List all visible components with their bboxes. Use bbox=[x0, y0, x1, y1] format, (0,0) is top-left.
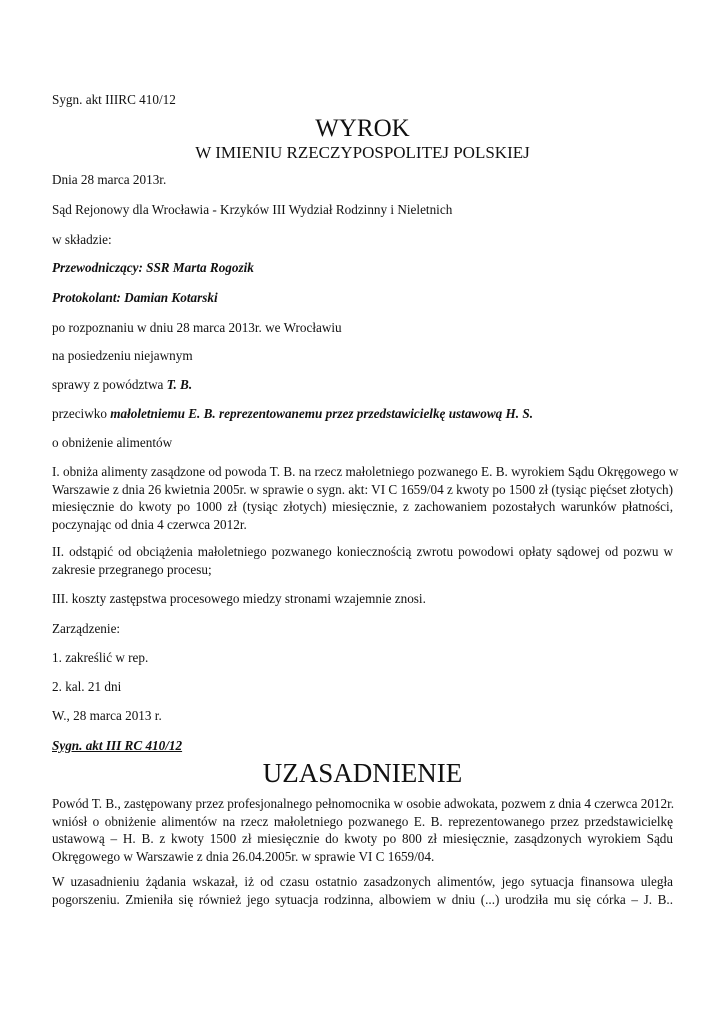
hearing-info: po rozpoznaniu w dniu 28 marca 2013r. we Wrocławiu bbox=[52, 320, 342, 335]
against-line bbox=[52, 405, 533, 423]
order-item-1: 1. zakreślić w rep. bbox=[52, 650, 149, 665]
suit-line bbox=[52, 376, 192, 394]
ruling-point-1-line: miesięcznie do kwoty po 1000 zł (tysiąc złotych) miesięcznie, z zachowaniem pozostałych warunków płatności, bbox=[52, 499, 673, 515]
justification-paragraph-1-line: wniósł o obniżenie alimentów na rzecz małoletniego pozwanego E. B. reprezentowanego przez przedstawicielkę bbox=[52, 813, 673, 829]
justification-paragraph-2-line: pogorszeniu. Zmieniła się również jego sytuacja rodzinna, albowiem w dniu (...) urodziła mu się córka – J. B.. bbox=[52, 891, 673, 907]
justification-case-reference: Sygn. akt III RC 410/12 bbox=[52, 738, 183, 753]
composition-label: w składzie: bbox=[52, 232, 112, 247]
ruling-point-1-line: Warszawie z dnia 26 kwietnia 2005r. w sprawie o sygn. akt: VI C 1659/04 z kwoty po 1500 zł (tysiąc pięćset złotych) bbox=[52, 481, 673, 497]
ruling-point-3: III. koszty zastępstwa procesowego miedzy stronami wzajemnie znosi. bbox=[52, 591, 426, 606]
justification-paragraph-1 bbox=[52, 795, 673, 865]
session-type: na posiedzeniu niejawnym bbox=[52, 348, 193, 363]
place-and-date: W., 28 marca 2013 r. bbox=[52, 708, 162, 723]
plaintiff-name: T. B. bbox=[166, 377, 193, 392]
ruling-point-1 bbox=[52, 463, 679, 533]
judgment-date: Dnia 28 marca 2013r. bbox=[52, 172, 167, 187]
justification-paragraph-2 bbox=[52, 873, 673, 908]
ruling-point-2-line: zakresie przegranego procesu; bbox=[52, 561, 212, 577]
order-heading: Zarządzenie: bbox=[52, 621, 121, 636]
presiding-judge: Przewodniczący: SSR Marta Rogozik bbox=[52, 260, 254, 275]
court-clerk: Protokolant: Damian Kotarski bbox=[52, 290, 218, 305]
justification-paragraph-1-line: ustawową – H. B. z kwoty 1500 zł miesięcznie do kwoty po 800 zł miesięcznie, zasądzonych wyrokiem Sądu bbox=[52, 831, 673, 847]
defendant-name: małoletniemu E. B. reprezentowanemu przez przedstawicielkę ustawową H. S. bbox=[110, 406, 533, 421]
justification-paragraph-1-line: Powód T. B., zastępowany przez profesjonalnego pełnomocnika w osobie adwokata, pozwem z dnia 4 czerwca 2012r. bbox=[52, 796, 675, 811]
judgment-subtitle: W IMIENIU RZECZYPOSPOLITEJ POLSKIEJ bbox=[195, 143, 530, 162]
case-reference-top: Sygn. akt IIIRC 410/12 bbox=[52, 92, 176, 107]
ruling-point-1-line: poczynając od dnia 4 czerwca 2012r. bbox=[52, 516, 247, 532]
ruling-point-2-line: II. odstąpić od obciążenia małoletniego pozwanego koniecznością zwrotu powodowi opłaty sądowej od pozwu w bbox=[52, 544, 673, 559]
court-name: Sąd Rejonowy dla Wrocławia - Krzyków III Wydział Rodzinny i Nieletnich bbox=[52, 202, 453, 217]
suit-prefix: sprawy z powództwa bbox=[52, 377, 167, 392]
judgment-title: WYROK bbox=[315, 115, 410, 142]
ruling-point-2 bbox=[52, 543, 673, 578]
ruling-point-1-line: I. obniża alimenty zasądzone od powoda T. B. na rzecz małoletniego pozwanego E. B. wyrokiem Sądu Okręgowego w bbox=[52, 464, 679, 479]
justification-paragraph-1-line: Okręgowego w Warszawie z dnia 26.04.2005r. w sprawie VI C 1659/04. bbox=[52, 848, 435, 864]
order-item-2: 2. kal. 21 dni bbox=[52, 679, 122, 694]
justification-paragraph-2-line: W uzasadnieniu żądania wskazał, iż od czasu ostatnio zasadzonych alimentów, jego sytuacja finansowa uległa bbox=[52, 874, 673, 889]
case-subject: o obniżenie alimentów bbox=[52, 435, 173, 450]
justification-title: UZASADNIENIE bbox=[262, 758, 463, 788]
against-prefix: przeciwko bbox=[52, 406, 111, 421]
